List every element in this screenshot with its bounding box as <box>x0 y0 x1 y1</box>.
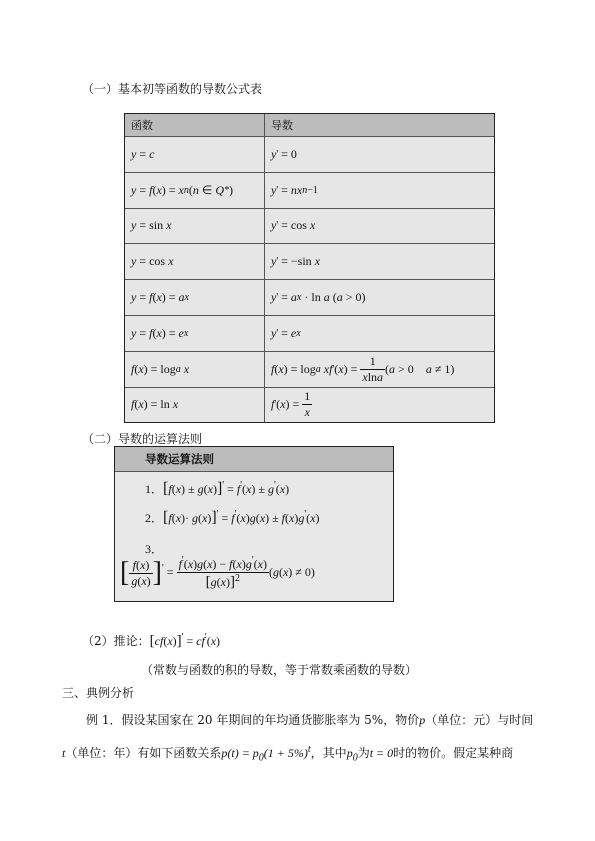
corollary-note: （常数与函数的积的导数，等于常数乘函数的导数） <box>141 663 418 677</box>
table1-row-sin <box>125 208 494 244</box>
table1-func: f ( x ) = ln x <box>125 388 265 423</box>
table1-deriv: y ' = e x <box>271 325 301 340</box>
corollary <box>82 629 220 650</box>
derivative-rules-table <box>114 446 394 602</box>
table1-row-power <box>125 172 494 208</box>
derivative-formula-table <box>124 113 495 423</box>
table1-row-ln <box>125 387 494 423</box>
table1-deriv: y ' = −sin x <box>271 254 321 269</box>
table1-header <box>125 114 494 136</box>
table1-deriv: f ( x ) = log a xf ' ( x ) = $\frac{1}{xlna}$ ( a > 0 a ≠ 1) <box>271 353 455 384</box>
table1-row-exp-e <box>125 315 494 351</box>
table1-func: y = f ( x ) = x n ( n ∈ Q * ) <box>125 173 265 208</box>
table2-header: 导数运算法则 <box>115 447 393 472</box>
section1-title: （一）基本初等函数的导数公式表 <box>82 82 263 96</box>
table1-deriv: y ' = cos x <box>271 218 316 233</box>
table1-row-log <box>125 351 494 387</box>
corollary-label: （2）推论： <box>82 634 150 648</box>
rule-product: 2．[f(x)· g(x)]' = f'(x)g(x) ± f(x)g'(x) <box>145 509 320 526</box>
table1-header-func: 函数 <box>125 114 265 136</box>
rule-sum: 1．[f(x) ± g(x)]' = f'(x) ± g'(x) <box>145 480 290 497</box>
table1-deriv: y ' = a x · ln a ( a > 0) <box>271 290 366 305</box>
table1-func: y = f ( x ) = a x <box>125 280 265 315</box>
table1-deriv: y ' = nx n−1 <box>271 182 318 197</box>
table1-func: y = f ( x ) = e x <box>125 316 265 351</box>
table1-func: f ( x ) = log a x <box>125 352 265 387</box>
table1-func: y = cos x <box>125 244 265 279</box>
section3-title: 三、典例分析 <box>62 686 135 700</box>
price-formula: $p(t) = p_0(1 + 5\%)^t$ <box>221 744 311 764</box>
table1-deriv: y ' = 0 <box>271 146 297 161</box>
table1-func: y = sin x <box>125 209 265 244</box>
rule-quotient-number: 3． <box>145 542 164 556</box>
table1-row-cos <box>125 243 494 279</box>
table1-row-exp-a <box>125 279 494 315</box>
table1-deriv: f ' ( x ) = $\frac{1}{x}$ <box>271 389 311 420</box>
section2-title: （二）导数的运算法则 <box>82 432 203 446</box>
example-line-1: 例 1．假设某国家在 20 年期间的年均通货膨胀率为 5%，物价p（单位：元）与时间 <box>86 713 534 727</box>
example-line-2: t（单位：年）有如下函数关系$p(t) = p_0(1 + 5\%)^t$，其中$p_0$为t = 0时的物价。假定某种商 <box>62 744 514 764</box>
table1-func: y = c <box>125 137 265 172</box>
table1-header-deriv: 导数 <box>271 119 293 132</box>
corollary-formula: [cf(x)]' = cf'(x) <box>149 632 221 649</box>
table1-row-constant <box>125 136 494 172</box>
rule-quotient: [ $\frac{f(x)}{g(x)}$ ]' = $\frac{f'(x)g(x) - f(x)g'(x)}{[g(x)]^2}$ (g(x) ≠ 0) <box>120 555 315 590</box>
